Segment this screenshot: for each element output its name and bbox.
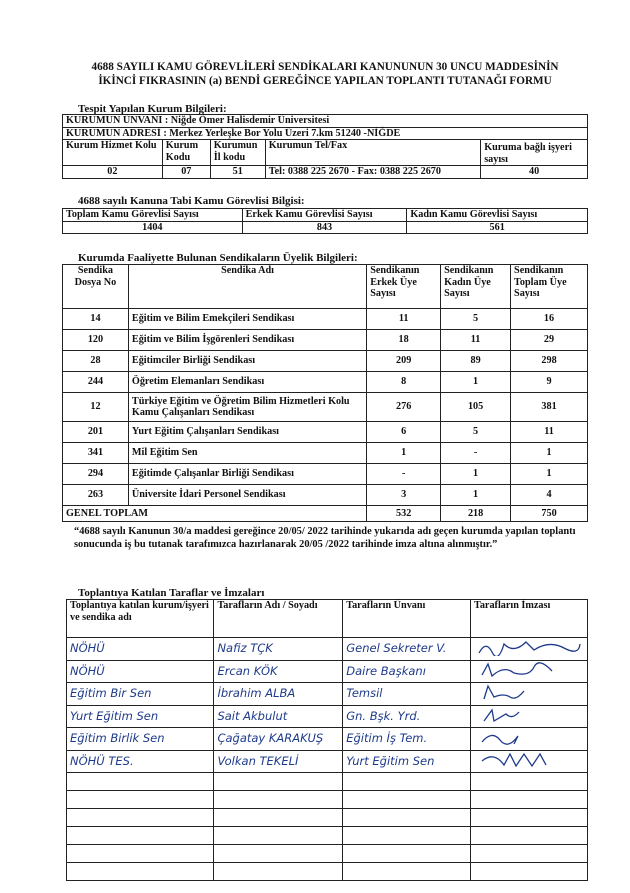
party-title: Daire Başkanı [343, 660, 471, 683]
union-name: Öğretim Elemanları Sendikası [128, 372, 366, 393]
party-institution: Eğitim Bir Sen [67, 683, 214, 706]
union-male: 6 [367, 422, 441, 443]
staff-table [62, 208, 588, 234]
empty-row [67, 845, 588, 863]
empty-row [67, 791, 588, 809]
union-name: Mil Eğitim Sen [128, 443, 366, 464]
party-title: Yurt Eğitim Sen [343, 750, 471, 773]
union-total: 1 [511, 464, 588, 485]
party-institution: Eğitim Birlik Sen [67, 728, 214, 751]
staff-section-label: 4688 sayılı Kanuna Tabi Kamu Görevlisi Bilgisi: [78, 195, 305, 207]
union-male: 3 [367, 485, 441, 506]
union-total: 4 [511, 485, 588, 506]
party-name: Nafiz TÇK [214, 638, 343, 661]
union-name: Eğitim ve Bilim İşgörenleri Sendikası [128, 330, 366, 351]
union-name: Yurt Eğitim Çalışanları Sendikası [128, 422, 366, 443]
party-title: Genel Sekreter V. [343, 638, 471, 661]
header-tel-fax: Kurumun Tel/Fax [265, 140, 480, 166]
total-female: 218 [441, 506, 511, 522]
union-male: 1 [367, 443, 441, 464]
table-row [67, 683, 588, 706]
institution-name: KURUMUN ÜNVANI : Niğde Ömer Halisdemir Üniversitesi [63, 115, 588, 128]
party-title: Temsil [343, 683, 471, 706]
signature-image [470, 705, 587, 728]
table-row [67, 660, 588, 683]
table-row [63, 330, 588, 351]
party-institution: Yurt Eğitim Sen [67, 705, 214, 728]
institution-table [62, 114, 588, 179]
union-female: - [441, 443, 511, 464]
union-no: 120 [63, 330, 129, 351]
union-total: 298 [511, 351, 588, 372]
party-institution: NÖHÜ [67, 638, 214, 661]
header-isyeri-sayisi: Kuruma bağlı işyeri sayısı [481, 140, 588, 166]
value-isyeri-sayisi: 40 [481, 166, 588, 179]
union-name: Türkiye Eğitim ve Öğretim Bilim Hizmetleri Kolu Kamu Çalışanları Sendikası [128, 393, 366, 422]
signature-image [470, 728, 587, 751]
party-name: Ercan KÖK [214, 660, 343, 683]
union-name: Eğitimde Çalışanlar Birliği Sendikası [128, 464, 366, 485]
table-row [67, 705, 588, 728]
empty-row [67, 809, 588, 827]
union-total: 381 [511, 393, 588, 422]
party-name: Sait Akbulut [214, 705, 343, 728]
union-male: 18 [367, 330, 441, 351]
union-no: 294 [63, 464, 129, 485]
header-il-kodu: Kurumun İl kodu [210, 140, 265, 166]
title-line-2: İKİNCİ FIKRASININ (a) BENDİ GEREĞİNCE YAPILAN TOPLANTI TUTANAĞI FORMU [98, 75, 552, 87]
union-total: 29 [511, 330, 588, 351]
title-line-1: 4688 SAYILI KAMU GÖREVLİLERİ SENDİKALARI KANUNUNUN 30 UNCU MADDESİNİN [91, 61, 559, 73]
party-title: Eğitim İş Tem. [343, 728, 471, 751]
union-female: 5 [441, 422, 511, 443]
statement-text: “4688 sayılı Kanunun 30/a maddesi gereğince 20/05/ 2022 tarihinde yukarıda adı geçen kurumda yapılan toplantı sonucunda iş bu tutanak tarafımızca hazırlanarak 20/05 /2022 tarihinde imza altına alınmıştır.” [74, 526, 576, 550]
party-institution: NÖHÜ TES. [67, 750, 214, 773]
total-label: GENEL TOPLAM [63, 506, 367, 522]
table-row [63, 309, 588, 330]
staff-value-male: 843 [242, 221, 407, 234]
parties-table [66, 599, 588, 881]
total-all: 750 [511, 506, 588, 522]
institution-address: KURUMUN ADRESİ : Merkez Yerleşke Bor Yolu Üzeri 7.km 51240 -NİĞDE [63, 127, 588, 140]
table-row [63, 464, 588, 485]
parties-section-label: Toplantıya Katılan Taraflar ve İmzaları [78, 587, 265, 599]
staff-header-total: Toplam Kamu Görevlisi Sayısı [63, 209, 243, 222]
staff-value-total: 1404 [63, 221, 243, 234]
union-no: 28 [63, 351, 129, 372]
parties-header-unvan: Tarafların Ünvanı [343, 600, 471, 638]
parties-header-ad: Tarafların Adı / Soyadı [214, 600, 343, 638]
table-row [63, 443, 588, 464]
table-row [63, 372, 588, 393]
unions-header-kadin: Sendikanın Kadın Üye Sayısı [441, 265, 511, 309]
party-title: Gn. Bşk. Yrd. [343, 705, 471, 728]
union-total: 1 [511, 443, 588, 464]
total-row [63, 506, 588, 522]
union-male: - [367, 464, 441, 485]
unions-header-toplam: Sendikanın Toplam Üye Sayısı [511, 265, 588, 309]
institution-section-label: Tespit Yapılan Kurum Bilgileri: [78, 103, 227, 115]
staff-value-female: 561 [407, 221, 588, 234]
value-tel-fax: Tel: 0388 225 2670 - Fax: 0388 225 2670 [265, 166, 480, 179]
union-male: 11 [367, 309, 441, 330]
union-name: Eğitimciler Birliği Sendikası [128, 351, 366, 372]
unions-section-label: Kurumda Faaliyette Bulunan Sendikaların Üyelik Bilgileri: [78, 252, 358, 264]
union-female: 89 [441, 351, 511, 372]
union-total: 11 [511, 422, 588, 443]
union-male: 8 [367, 372, 441, 393]
union-female: 105 [441, 393, 511, 422]
table-row [63, 422, 588, 443]
value-il-kodu: 51 [210, 166, 265, 179]
header-hizmet-kolu: Kurum Hizmet Kolu [63, 140, 163, 166]
form-title [40, 60, 610, 88]
union-total: 16 [511, 309, 588, 330]
parties-header-taraf: Toplantıya katılan kurum/işyeri ve sendika adı [67, 600, 214, 638]
table-row [67, 638, 588, 661]
union-name: Eğitim ve Bilim Emekçileri Sendikası [128, 309, 366, 330]
signature-image [470, 638, 587, 661]
parties-header-imza: Tarafların İmzası [470, 600, 587, 638]
union-no: 341 [63, 443, 129, 464]
unions-rows [63, 309, 588, 506]
unions-header-erkek: Sendikanın Erkek Üye Sayısı [367, 265, 441, 309]
union-no: 244 [63, 372, 129, 393]
signature-image [470, 683, 587, 706]
union-no: 12 [63, 393, 129, 422]
signature-image [470, 660, 587, 683]
table-row [63, 485, 588, 506]
empty-row [67, 773, 588, 791]
union-female: 1 [441, 372, 511, 393]
unions-table [62, 264, 588, 522]
table-row [63, 351, 588, 372]
staff-header-female: Kadın Kamu Görevlisi Sayısı [407, 209, 588, 222]
party-institution: NÖHÜ [67, 660, 214, 683]
unions-header-dosya: Sendika Dosya No [63, 265, 129, 309]
union-male: 276 [367, 393, 441, 422]
empty-row [67, 863, 588, 881]
party-name: Çağatay KARAKUŞ [214, 728, 343, 751]
table-row [67, 728, 588, 751]
header-kurum-kodu: Kurum Kodu [162, 140, 210, 166]
value-kurum-kodu: 07 [162, 166, 210, 179]
party-name: Volkan TEKELİ [214, 750, 343, 773]
union-female: 1 [441, 464, 511, 485]
value-hizmet-kolu: 02 [63, 166, 163, 179]
union-male: 209 [367, 351, 441, 372]
union-no: 14 [63, 309, 129, 330]
unions-header-ad: Sendika Adı [128, 265, 366, 309]
signature-image [470, 750, 587, 773]
empty-row [67, 827, 588, 845]
union-total: 9 [511, 372, 588, 393]
union-no: 201 [63, 422, 129, 443]
total-male: 532 [367, 506, 441, 522]
party-name: İbrahim ALBA [214, 683, 343, 706]
table-row [67, 750, 588, 773]
table-row [63, 393, 588, 422]
staff-header-male: Erkek Kamu Görevlisi Sayısı [242, 209, 407, 222]
union-female: 11 [441, 330, 511, 351]
union-no: 263 [63, 485, 129, 506]
union-female: 1 [441, 485, 511, 506]
union-female: 5 [441, 309, 511, 330]
union-name: Üniversite İdari Personel Sendikası [128, 485, 366, 506]
